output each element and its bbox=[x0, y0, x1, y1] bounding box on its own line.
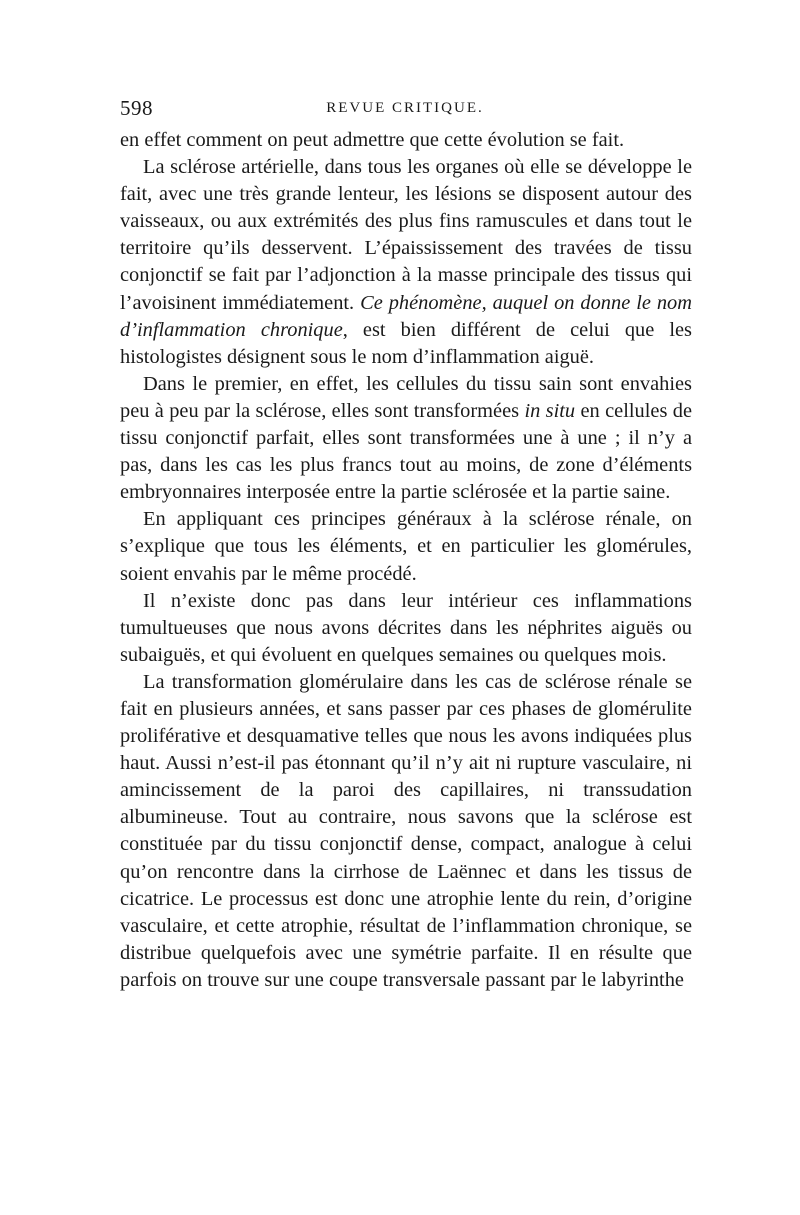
italic-text: Ce phénomène, auquel on donne le nom d’inflammation chronique bbox=[120, 291, 692, 341]
paragraph-text: en cellules de tissu conjonctif parfait, elles sont transformées une à une ; il n’y a pas, dans les cas les plus francs tout au moins, de zone d’éléments embryonnaires interposée entre la partie sclérosée et la partie saine. bbox=[120, 399, 693, 504]
paragraph-text: La transformation glomérulaire dans les cas de sclérose rénale se fait en plusieurs années, et sans passer par ces phases de glomérulite proliférative et desquamative telles que nous les avons indiquées plus haut. Aussi n’est-il pas étonnant qu’il n’y ait ni rupture vasculaire, ni amincissement de la paroi des capillaires, ni transsudation albumineuse. Tout au contraire, nous savons que la sclérose est constituée par du tissu conjonctif dense, compact, analogue à celui qu’on rencontre dans la cirrhose de Laënnec et dans les tissus de cicatrice. Le processus est donc une atrophie lente du rein, d’origine vasculaire, et cette atrophie, résultat de l’inflammation chronique, se distribue quelquefois avec une symétrie parfaite. Il en résulte que parfois on trouve sur une coupe transversale passant par le labyrinthe bbox=[120, 670, 692, 991]
paragraph-2 bbox=[120, 154, 692, 371]
paragraph-text: Il n’existe donc pas dans leur intérieur ces inflammations tumultueuses que nous avons décrites dans les néphrites aiguës ou subaiguës, et qui évoluent en quelques semaines ou quelques mois. bbox=[120, 589, 692, 666]
running-title: REVUE CRITIQUE. bbox=[326, 100, 484, 116]
italic-text: in situ bbox=[524, 399, 576, 422]
paragraph-text: La sclérose artérielle, dans tous les organes où elle se développe le fait, avec une très grande lenteur, les lésions se disposent autour des vaisseaux, ou aux extrémités des plus fins ramuscules et dans tout le territoire qu’ils desservent. L’épaississement des travées de tissu conjonctif se fait par l’adjonction à la masse principale des tissus qui l’avoisinent immédiatement. bbox=[120, 156, 692, 314]
paragraph-text: en effet comment on peut admettre que cette évolution se fait. bbox=[120, 129, 625, 151]
page-number: 598 bbox=[120, 96, 153, 120]
paragraph-1-continuation bbox=[120, 127, 692, 154]
paragraph-text: Dans le premier, en effet, les cellules du tissu sain sont envahies peu à peu par la sclérose, elles sont transformées bbox=[120, 372, 692, 422]
paragraph-6 bbox=[120, 669, 692, 994]
paragraph-4 bbox=[120, 506, 692, 587]
page-header bbox=[120, 96, 690, 122]
paragraph-5 bbox=[120, 588, 692, 669]
paragraph-text: , est bien différent de celui que les histologistes désignent sous le nom d’inflammation aiguë. bbox=[120, 318, 692, 368]
paragraph-text: En appliquant ces principes généraux à la sclérose rénale, on s’explique que tous les éléments, et en particulier les glomérules, soient envahis par le même procédé. bbox=[120, 508, 692, 585]
paragraph-3 bbox=[120, 371, 692, 506]
body-text bbox=[120, 127, 692, 994]
